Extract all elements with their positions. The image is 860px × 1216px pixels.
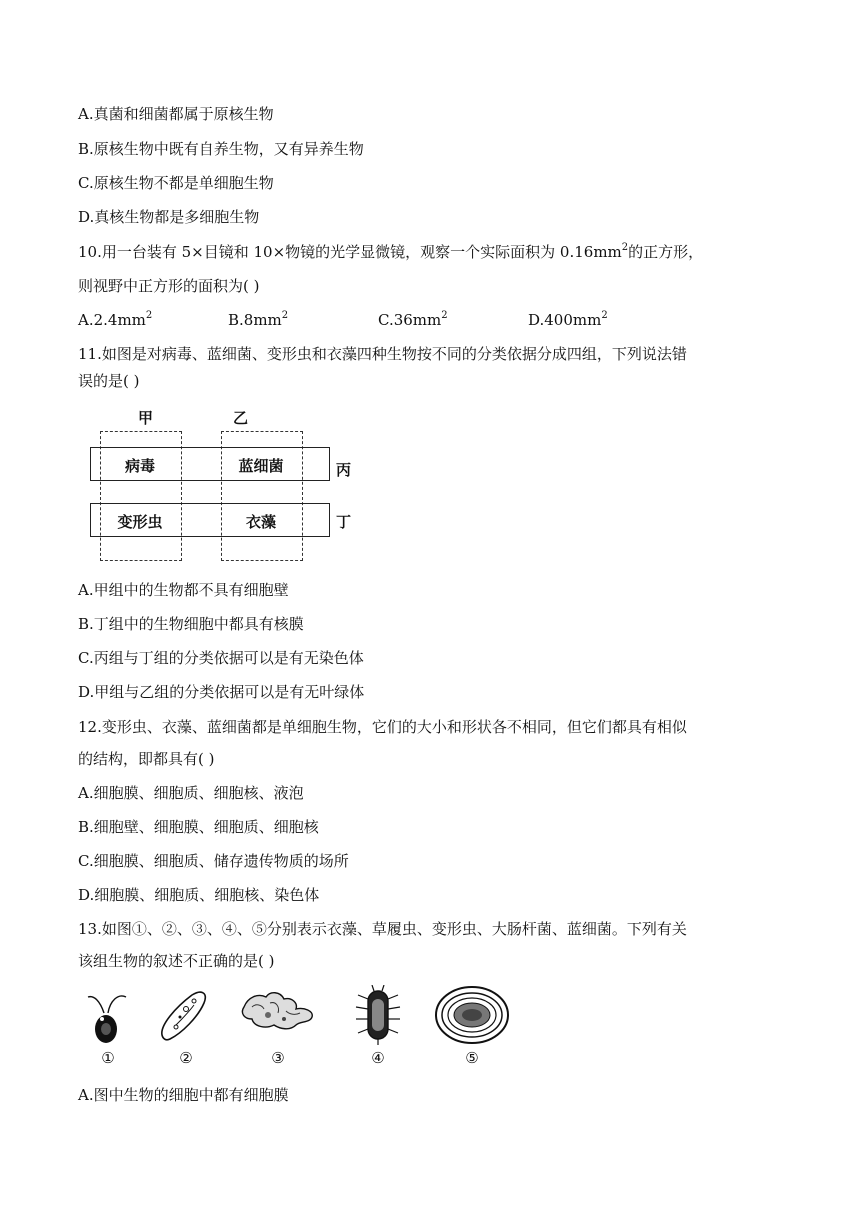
q11-option-a: A.甲组中的生物都不具有细胞壁 — [78, 581, 289, 599]
group-jia-label: 甲 — [138, 409, 154, 427]
q10-option-b: $B.8mm^2$ — [228, 310, 289, 329]
group-bing-label: 丙 — [336, 461, 352, 479]
q12-option-b: B.细胞壁、细胞膜、细胞质、细胞核 — [78, 818, 319, 836]
q10-option-d: $D.400mm^2$ — [528, 310, 608, 329]
chlamydomonas-drawing — [78, 985, 148, 1067]
group-yi-label: 乙 — [233, 409, 249, 427]
paramecium-drawing — [156, 985, 226, 1067]
e-coli-drawing — [348, 985, 418, 1067]
q11-option-c: C.丙组与丁组的分类依据可以是有无染色体 — [78, 649, 364, 667]
amoeba-drawing — [240, 985, 310, 1067]
q12-stem-line1: 12.变形虫、衣藻、蓝细菌都是单细胞生物，它们的大小和形状各不相同，但它们都具有相似 — [78, 718, 687, 736]
cell-virus: 病毒 — [124, 457, 155, 475]
q10-option-a: $A.2.4mm^2$ — [78, 310, 153, 329]
q10-option-c: $C.36mm^2$ — [378, 310, 448, 329]
label-1: ① — [101, 1049, 115, 1067]
q9-option-a: A.真菌和细菌都属于原核生物 — [78, 105, 274, 123]
q11-stem-line2: 误的是( ) — [78, 372, 140, 390]
label-4: ④ — [371, 1049, 385, 1067]
label-3: ③ — [271, 1049, 285, 1067]
q12-option-c: C.细胞膜、细胞质、储存遗传物质的场所 — [78, 852, 349, 870]
label-2: ② — [179, 1049, 193, 1067]
group-ding-label: 丁 — [336, 513, 352, 531]
q9-option-c: C.原核生物不都是单细胞生物 — [78, 174, 274, 192]
q10-stem-line1: 10.用一台装有 5×目镜和 10×物镜的光学显微镜，观察一个实际面积为 $0.16mm^2$的正方形， — [78, 242, 704, 261]
q11-stem-line1: 11.如图是对病毒、蓝细菌、变形虫和衣藻四种生物按不同的分类依据分成四组，下列说法错 — [78, 345, 687, 363]
q11-option-b: B.丁组中的生物细胞中都具有核膜 — [78, 615, 304, 633]
q9-option-d: D.真核生物都是多细胞生物 — [78, 208, 260, 226]
q13-option-a: A.图中生物的细胞中都有细胞膜 — [78, 1086, 289, 1104]
q13-stem-line1: 13.如图①、②、③、④、⑤分别表示衣藻、草履虫、变形虫、大肠杆菌、蓝细菌。下列有关 — [78, 920, 687, 938]
q13-stem-line2: 该组生物的叙述不正确的是( ) — [78, 952, 275, 970]
q12-option-a: A.细胞膜、细胞质、细胞核、液泡 — [78, 784, 304, 802]
classification-diagram — [88, 403, 378, 563]
q12-stem-line2: 的结构，即都具有( ) — [78, 750, 215, 768]
cyanobacteria-drawing — [434, 985, 504, 1067]
organism-figure — [78, 985, 538, 1073]
cell-amoeba: 变形虫 — [117, 513, 163, 531]
q9-option-b: B.原核生物中既有自养生物，又有异养生物 — [78, 140, 364, 158]
q10-stem-line2: 则视野中正方形的面积为( ) — [78, 277, 260, 295]
cell-chlamydomonas: 衣藻 — [245, 513, 276, 531]
q12-option-d: D.细胞膜、细胞质、细胞核、染色体 — [78, 886, 320, 904]
label-5: ⑤ — [465, 1049, 479, 1067]
cell-cyanobacteria: 蓝细菌 — [238, 457, 284, 475]
q11-option-d: D.甲组与乙组的分类依据可以是有无叶绿体 — [78, 683, 365, 701]
